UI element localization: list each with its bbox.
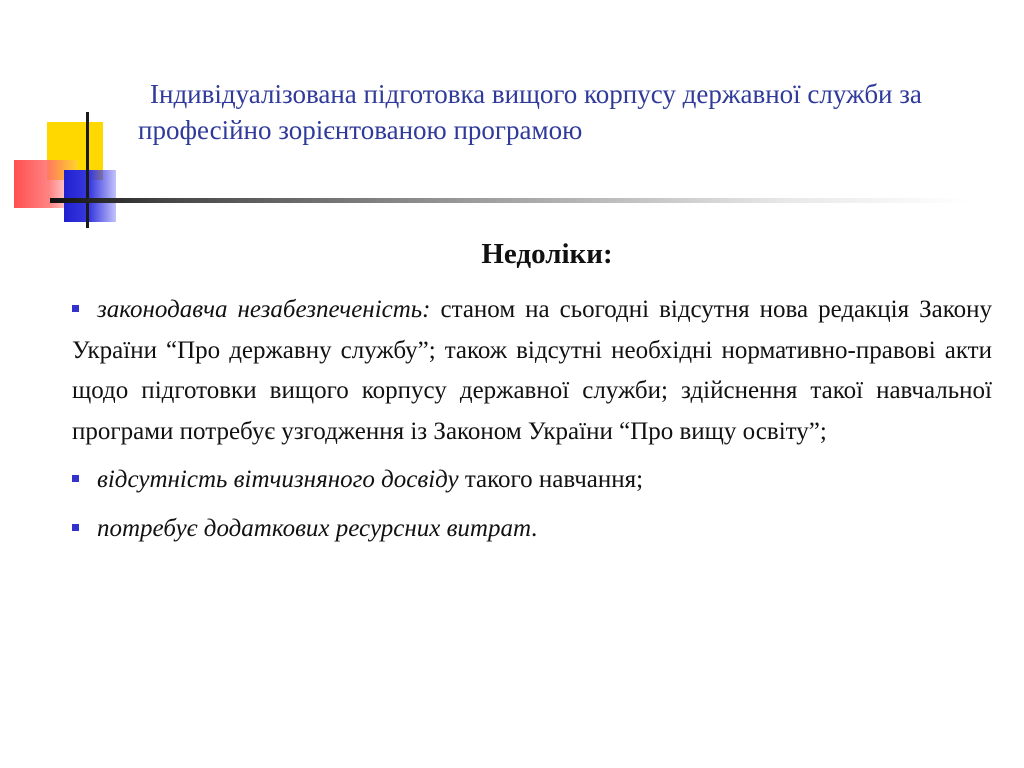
list-item (72, 509, 992, 550)
bullet-text: станом на сьогодні відсутня нова редакція Закону України “Про державну службу”; також відсутні необхідні нормативно-правові акти щодо підготовки вищого корпусу державної служби; здійснення такої навчальної програми потребує узгодження із Законом України “Про вищу освіту”; (72, 296, 992, 445)
logo-vertical-line (86, 112, 89, 228)
bullet-text: . (531, 514, 538, 542)
section-heading: Недоліки: (481, 238, 613, 270)
bullet-list (72, 290, 992, 557)
logo-blue-square (64, 170, 116, 222)
bullet-square-icon (72, 524, 79, 531)
list-item (72, 290, 992, 452)
bullet-emphasis: потребує додаткових ресурсних витрат (97, 514, 532, 542)
bullet-text: такого навчання; (458, 466, 644, 493)
title-underline (50, 198, 970, 203)
bullet-square-icon (72, 305, 79, 312)
slide-title: Індивідуалізована підготовка вищого корпусу державної служби за професійно зорієнтованою програмою (138, 79, 922, 145)
list-item (72, 460, 992, 501)
bullet-emphasis: законодавча незабезпеченість: (97, 296, 431, 323)
bullet-emphasis: відсутність вітчизняного досвіду (97, 466, 459, 493)
bullet-square-icon (72, 475, 79, 482)
